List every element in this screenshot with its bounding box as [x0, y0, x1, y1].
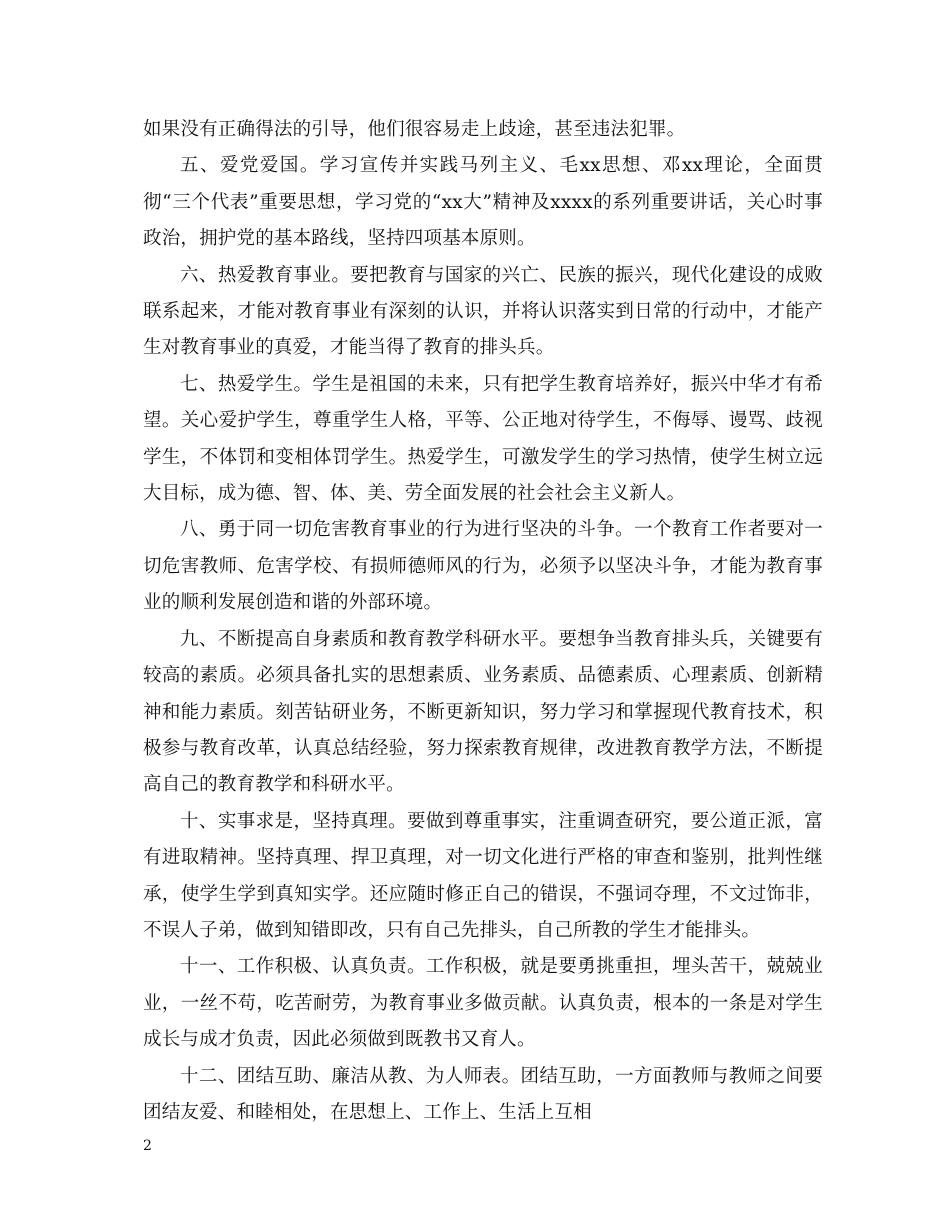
paragraph-11-work-actively: 十一、工作积极、认真负责。工作积极，就是要勇挑重担，埋头苦干，兢兢业业，一丝不苟，吃苦耐劳，为教育事业多做贡献。认真负责，根本的一条是对学生成长与成才负责，因此必须做到既教书又育人。 [143, 956, 823, 1051]
paragraph-7-love-students: 七、热爱学生。学生是祖国的未来，只有把学生教育培养好，振兴中华才有希望。关心爱护学生，尊重学生人格，平等、公正地对待学生，不侮辱、谩骂、歧视学生，不体罚和变相体罚学生。热爱学生，可激发学生的学习热情，使学生树立远大目标，成为德、智、体、美、劳全面发展的社会社会主义新人。 [143, 373, 823, 505]
page-number: 2 [143, 1138, 152, 1154]
paragraph-10-seek-truth: 十、实事求是，坚持真理。要做到尊重事实，注重调查研究，要公道正派，富有进取精神。坚持真理、捍卫真理，对一切文化进行严格的审查和鉴别，批判性继承，使学生学到真知实学。还应随时修正自己的错误，不强词夺理，不文过饰非，不误人子弟，做到知错即改，只有自己先排头，自己所教的学生才能排头。 [143, 810, 823, 941]
paragraph-6-love-education: 六、热爱教育事业。要把教育与国家的兴亡、民族的振兴，现代化建设的成败联系起来，才能对教育事业有深刻的认识，并将认识落实到日常的行动中，才能产生对教育事业的真爱，才能当得了教育的排头兵。 [143, 264, 823, 359]
paragraph-9-improve-quality: 九、不断提高自身素质和教育教学科研水平。要想争当教育排头兵，关键要有较高的素质。必须具备扎实的思想素质、业务素质、品德素质、心理素质、创新精神和能力素质。刻苦钻研业务，不断更新知识，努力学习和掌握现代教育技术，积极参与教育改革，认真总结经验，努力探索教育规律，改进教育教学方法，不断提高自己的教育教学和科研水平。 [143, 628, 823, 796]
paragraph-continuation: 如果没有正确得法的引导，他们很容易走上歧途，甚至违法犯罪。 [143, 119, 686, 140]
document-body [143, 112, 823, 1131]
paragraph-12-unity: 十二、团结互助、廉洁从教、为人师表。团结互助，一方面教师与教师之间要团结友爱、和睦相处，在思想上、工作上、生活上互相 [143, 1065, 823, 1123]
paragraph-5-love-party: 五、爱党爱国。学习宣传并实践马列主义、毛xx思想、邓xx理论，全面贯彻“三个代表”重要思想，学习党的“xx大”精神及xxxx的系列重要讲话，关心时事政治，拥护党的基本路线，坚持四项基本原则。 [143, 155, 823, 250]
paragraph-8-fight-harm: 八、勇于同一切危害教育事业的行为进行坚决的斗争。一个教育工作者要对一切危害教师、危害学校、有损师德师风的行为，必须予以坚决斗争，才能为教育事业的顺利发展创造和谐的外部环境。 [143, 519, 823, 614]
